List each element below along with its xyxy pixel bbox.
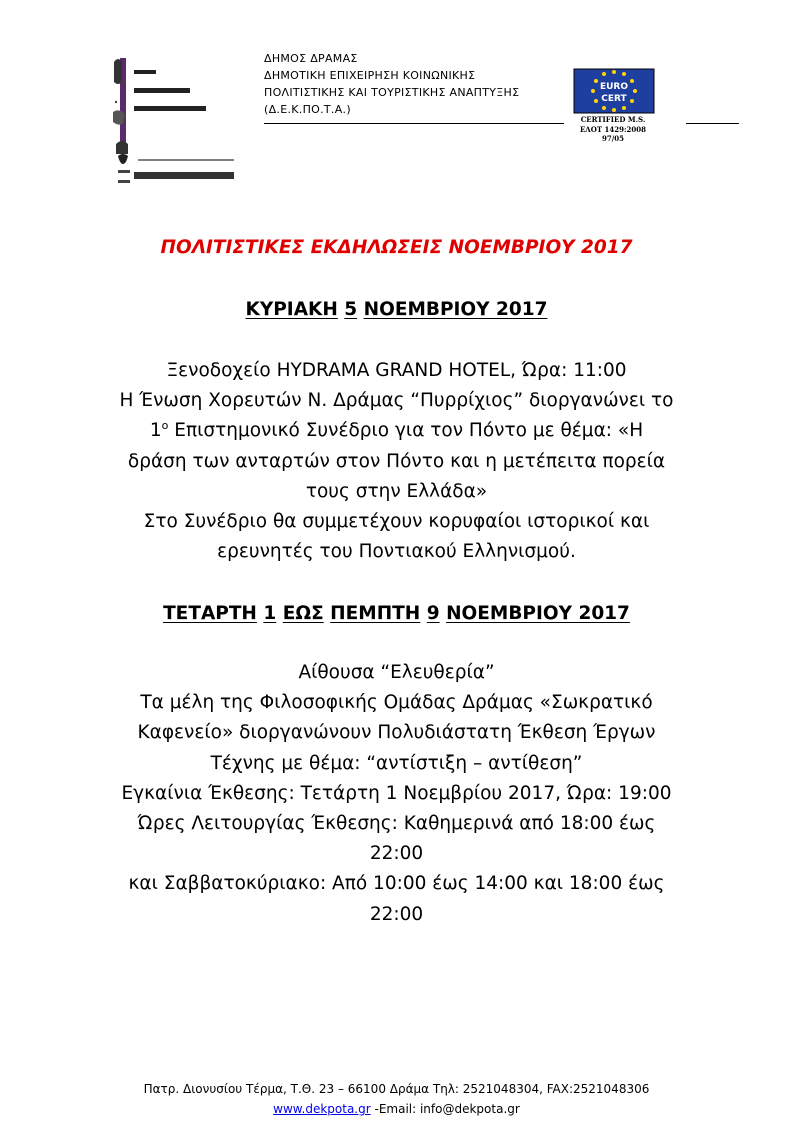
section1-heading [0, 299, 793, 320]
organization-logo [110, 52, 240, 192]
body-line: και Σαββατοκύριακο: Από 10:00 έως 14:00 και 18:00 έως [128, 873, 665, 895]
org-line: ΔΗΜΟΣ ΔΡΑΜΑΣ [264, 52, 358, 65]
body-line: Εγκαίνια Έκθεσης: Τετάρτη 1 Νοεμβρίου 2017, Ώρα: 19:00 [121, 782, 672, 804]
body-line: ερευνητές του Ποντιακού Ελληνισμού. [217, 541, 576, 563]
ordinal-sup: ο [161, 419, 169, 433]
org-line: (Δ.Ε.Κ.ΠΟ.Τ.Α.) [264, 103, 351, 116]
page-title: ΠΟΛΙΤΙΣΤΙΚΕΣ ΕΚΔΗΛΩΣΕΙΣ ΝΟΕΜΒΡΙΟΥ 2017 [160, 237, 633, 258]
org-line: ΔΗΜΟΤΙΚΗ ΕΠΙΧΕΙΡΗΣΗ ΚΟΙΝΩΝΙΚΗΣ [264, 69, 476, 82]
line-num: 1 [149, 420, 162, 442]
body-line: Στο Συνέδριο θα συμμετέχουν κορυφαίοι ιστορικοί και [143, 511, 650, 533]
heading-num2: 9 [426, 603, 440, 624]
section2-body [0, 658, 793, 930]
heading-day: ΚΥΡΙΑΚΗ [245, 299, 338, 320]
heading-day2: ΠΕΜΠΤΗ [330, 603, 421, 624]
body-line: 22:00 [369, 843, 424, 865]
body-line [0, 416, 793, 446]
section1-body [0, 356, 793, 567]
body-line: τους στην Ελλάδα» [305, 480, 488, 502]
body-line: Τέχνης με θέμα: “αντίστιξη – αντίθεση” [210, 752, 583, 774]
organization-header [264, 50, 519, 118]
heading-month-year: ΝΟΕΜΒΡΙΟΥ 2017 [446, 603, 630, 624]
line-rest: Επιστημονικό Συνέδριο για τον Πόντο με θέμα: «Η [168, 420, 644, 442]
cert-number: 97/05 [601, 134, 625, 143]
footer-address: Πατρ. Διονυσίου Τέρμα, Τ.Θ. 23 – 66100 Δράμα Τηλ: 2521048304, FAX:2521048306 [143, 1082, 650, 1096]
heading-date-num: 5 [344, 299, 358, 320]
body-line: Καφενείο» διοργανώνουν Πολυδιάστατη Έκθεση Έργων [137, 722, 656, 744]
footer-email: -Email: info@dekpota.gr [370, 1102, 520, 1116]
body-line: δράση των ανταρτών στον Πόντο και η μετέπειτα πορεία [127, 450, 666, 472]
header-rule-right [686, 123, 739, 124]
body-line: Αίθουσα “Ελευθερία” [298, 662, 495, 683]
heading-num1: 1 [263, 603, 277, 624]
heading-month-year: ΝΟΕΜΒΡΙΟΥ 2017 [363, 299, 548, 320]
body-line: Ώρες Λειτουργίας Έκθεσης: Καθημερινά από 18:00 έως [137, 813, 656, 835]
cert-standard: ΕΛΟΤ 1429:2008 [579, 125, 647, 134]
badge-top-text: EURO [599, 82, 629, 92]
website-link[interactable]: www.dekpota.gr [273, 1102, 371, 1116]
cert-certified: CERTIFIED M.S. [580, 115, 646, 124]
footer-contact [0, 1100, 793, 1118]
heading-day1: ΤΕΤΑΡΤΗ [163, 603, 257, 624]
badge-bottom-text: CERT [601, 94, 627, 104]
header-rule [264, 123, 564, 124]
body-line: Ξενοδοχείο HYDRAMA GRAND HOTEL, Ώρα: 11:00 [166, 360, 627, 381]
body-line: Η Ένωση Χορευτών Ν. Δράμας “Πυρρίχιος” διοργανώνει το [119, 390, 674, 412]
body-line: 22:00 [369, 903, 424, 925]
org-line: ΠΟΛΙΤΙΣΤΙΚΗΣ ΚΑΙ ΤΟΥΡΙΣΤΙΚΗΣ ΑΝΑΠΤΥΞΗΣ [264, 86, 520, 99]
section2-heading [0, 603, 793, 624]
heading-until: ΕΩΣ [282, 603, 324, 624]
body-line: Τα μέλη της Φιλοσοφικής Ομάδας Δράμας «Σωκρατικό [140, 692, 653, 714]
